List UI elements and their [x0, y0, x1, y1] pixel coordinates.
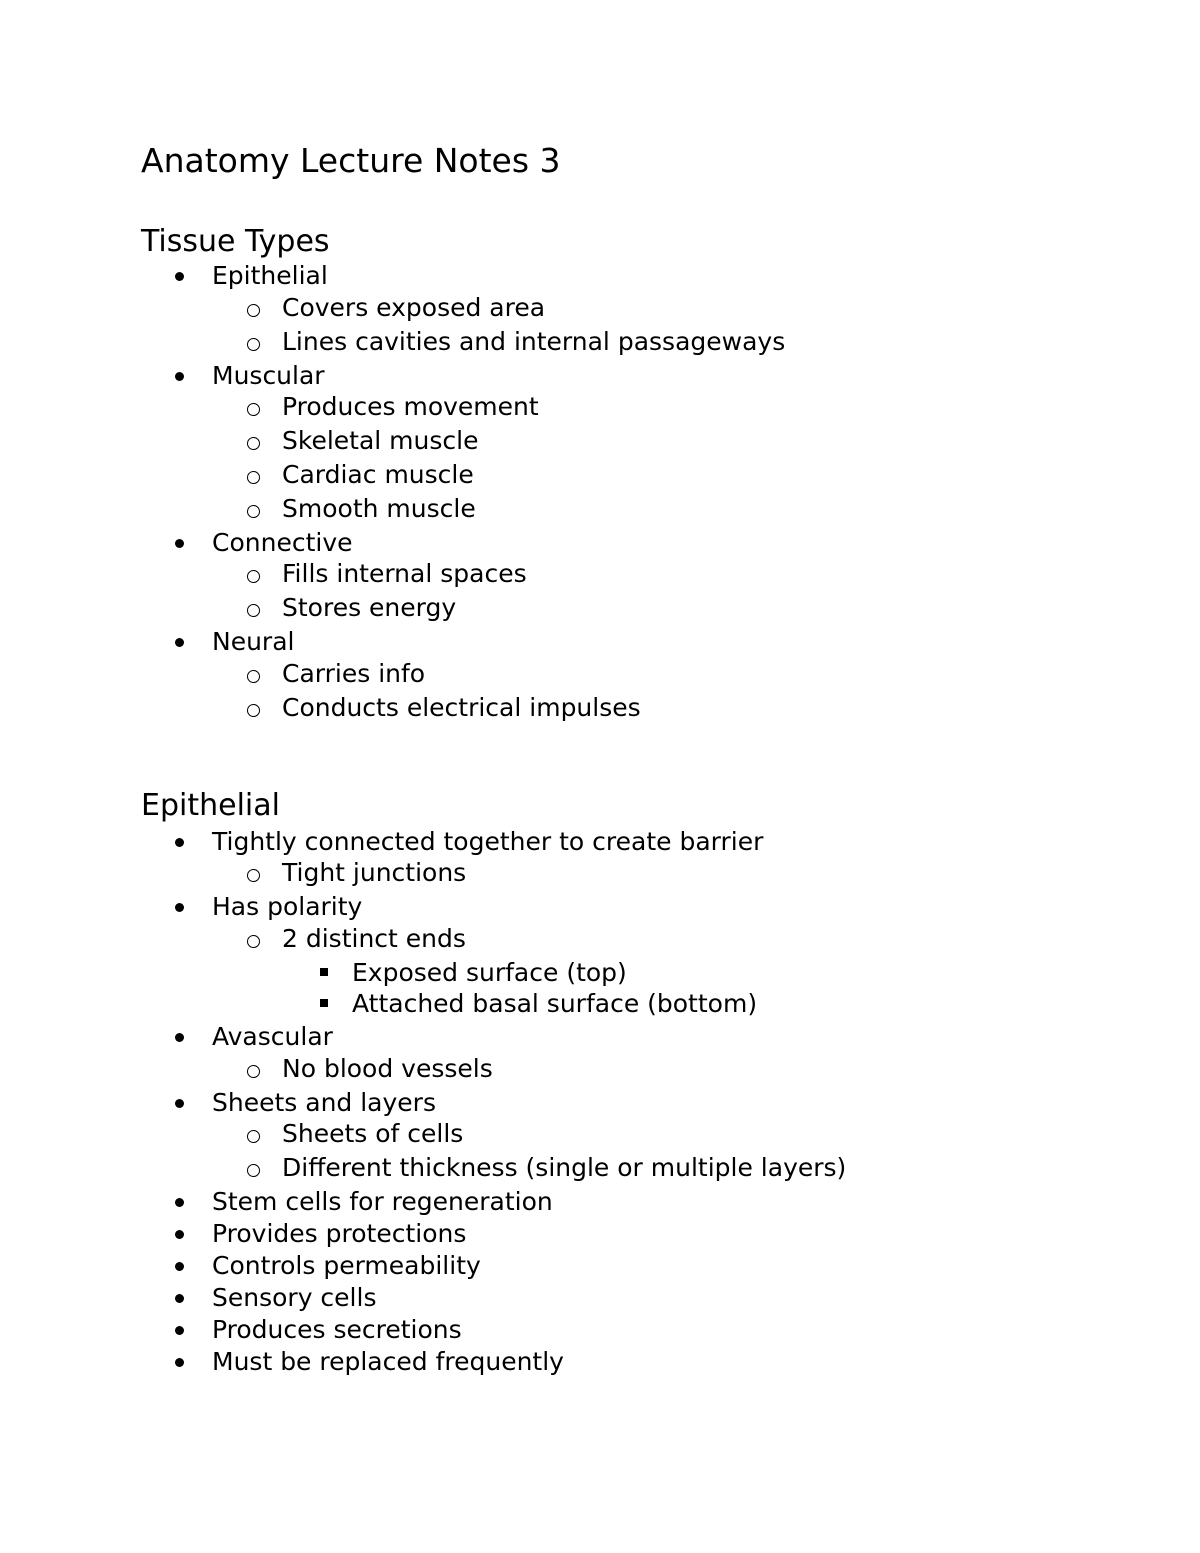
list-item: Controls permeability [212, 1251, 481, 1280]
list-item: Avascular [212, 1022, 333, 1051]
bullet-circle-icon [247, 338, 260, 351]
bullet-disc-icon [175, 1099, 184, 1108]
bullet-circle-icon [247, 704, 260, 717]
bullet-disc-icon [175, 638, 184, 647]
list-subitem: 2 distinct ends [282, 924, 466, 953]
bullet-circle-icon [247, 935, 260, 948]
list-item: Sensory cells [212, 1283, 377, 1312]
list-subitem: Conducts electrical impulses [282, 693, 641, 722]
list-subitem: Tight junctions [282, 858, 467, 887]
list-subitem: Skeletal muscle [282, 426, 479, 455]
bullet-circle-icon [247, 437, 260, 450]
bullet-disc-icon [175, 272, 184, 281]
list-item: Must be replaced frequently [212, 1347, 564, 1376]
list-item: Epithelial [212, 261, 328, 290]
bullet-circle-icon [247, 1065, 260, 1078]
list-subitem: No blood vessels [282, 1054, 493, 1083]
list-item: Sheets and layers [212, 1088, 436, 1117]
bullet-square-icon [320, 999, 328, 1007]
bullet-disc-icon [175, 1262, 184, 1271]
list-subitem: Stores energy [282, 593, 457, 622]
bullet-disc-icon [175, 1358, 184, 1367]
list-item: Tightly connected together to create barrier [212, 827, 764, 856]
section-heading-epithelial: Epithelial [141, 788, 280, 823]
bullet-circle-icon [247, 505, 260, 518]
list-item: Provides protections [212, 1219, 467, 1248]
bullet-circle-icon [247, 304, 260, 317]
page-title: Anatomy Lecture Notes 3 [141, 141, 561, 180]
bullet-circle-icon [247, 403, 260, 416]
bullet-disc-icon [175, 1198, 184, 1207]
list-subitem: Lines cavities and internal passageways [282, 327, 786, 356]
list-item: Produces secretions [212, 1315, 462, 1344]
bullet-circle-icon [247, 869, 260, 882]
bullet-circle-icon [247, 1164, 260, 1177]
list-subitem: Fills internal spaces [282, 559, 527, 588]
list-item: Neural [212, 627, 295, 656]
list-item: Stem cells for regeneration [212, 1187, 553, 1216]
list-subitem: Sheets of cells [282, 1119, 464, 1148]
bullet-circle-icon [247, 604, 260, 617]
list-subitem: Different thickness (single or multiple layers) [282, 1153, 847, 1182]
list-subitem: Produces movement [282, 392, 539, 421]
bullet-disc-icon [175, 838, 184, 847]
list-subitem: Covers exposed area [282, 293, 546, 322]
bullet-circle-icon [247, 670, 260, 683]
bullet-disc-icon [175, 1033, 184, 1042]
list-subsubitem: Attached basal surface (bottom) [352, 989, 758, 1018]
list-subsubitem: Exposed surface (top) [352, 958, 627, 987]
bullet-disc-icon [175, 1326, 184, 1335]
bullet-circle-icon [247, 570, 260, 583]
bullet-disc-icon [175, 1294, 184, 1303]
bullet-circle-icon [247, 471, 260, 484]
list-subitem: Carries info [282, 659, 426, 688]
list-subitem: Cardiac muscle [282, 460, 474, 489]
bullet-disc-icon [175, 539, 184, 548]
bullet-square-icon [320, 968, 328, 976]
list-subitem: Smooth muscle [282, 494, 476, 523]
list-item: Connective [212, 528, 353, 557]
list-item: Has polarity [212, 892, 363, 921]
section-heading-tissue-types: Tissue Types [141, 224, 330, 259]
bullet-disc-icon [175, 1230, 184, 1239]
list-item: Muscular [212, 361, 325, 390]
bullet-disc-icon [175, 372, 184, 381]
bullet-disc-icon [175, 903, 184, 912]
bullet-circle-icon [247, 1130, 260, 1143]
